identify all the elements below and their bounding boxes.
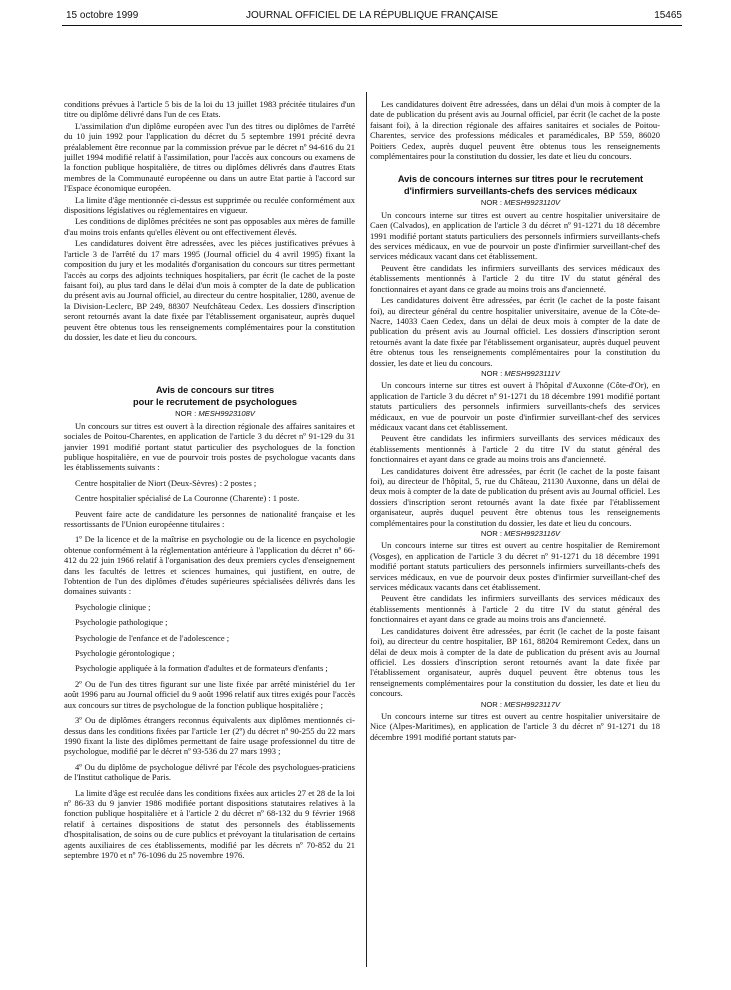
paragraph: La limite d'âge est reculée dans les conditions fixées aux articles 27 et 28 de la loi nº 86-33 du 9 janvier 1986 modifiée portant dispositions statutaires relatives à la fonction publique hospitalière et à l'article 2 du décret nº 68-132 du 9 février 1968 relatif à certaines dispositions de statut des personnels des établissements d'hospitalisation, de soins ou de cure publics et prévoyant la titularisation de certains agents auxiliaires de ces établissements, modifié par les décrets nº 70-852 du 21 septembre 1970 et nº 76-1096 du 25 novembre 1976. [64,787,355,860]
paragraph: Peuvent faire acte de candidature les personnes de nationalité française et les ressortissants de l'Union européenne titulaires : [64,508,355,529]
nor-label: NOR : [175,409,197,419]
list-item: Psychologie appliquée à la formation d'adultes et de formateurs d'enfants ; [75,663,328,674]
nor-label: NOR : [481,368,503,378]
paragraph: 1º De la licence et de la maîtrise en psychologie ou de la licence en psychologie obtenue conformément à la réglementation antérieure à l'application du décret nº 66-412 du 22 juin 1966 relatif à l'organisation des deux premiers cycles d'enseignement dans les facultés de lettres et sciences humaines, qui justifient, en outre, de l'obtention de l'un des diplômes d'études supérieures spécialisées délivrés dans les domaines suivants : [64,534,355,597]
paragraph: Les candidatures doivent être adressées, avec les pièces justificatives prévues à l'article 3 de l'arrêté du 17 mars 1995 (Journal officiel du 4 avril 1995) fixant la composition du jury et les modalités d'organisation du concours sur titres permettant l'accès au corps des adjoints techniques hospitaliers, par écrit (le cachet de la poste faisant foi), au plus tard dans le délai d'un mois à compter de la date de publication du présent avis au Journal officiel, au directeur du centre hospitalier, 1280, avenue de la Division-Leclerc, BP 249, 88307 Neufchâteau Cedex. Les dossiers d'inscription seront retournés avant la date fixée par l'établissement organisateur, auprès duquel peuvent être obtenus tous les renseignements complémentaires pour la constitution du dossier, les date et lieu du concours. [64,238,355,342]
notice-subtitle: pour le recrutement de psychologues [133,397,297,408]
nor-code: MESH9923110V [504,198,561,208]
paragraph: Peuvent être candidats les infirmiers surveillants des services médicaux des établissements mentionnés à l'article 2 du titre IV du statut général des fonctionnaires et ayant dans ce grade au moins trois ans d'ancienneté. [370,593,660,625]
list-item: Psychologie clinique ; [75,601,151,612]
nor-label: NOR : [480,699,502,709]
header-page-number: 15465 [654,10,682,21]
left-column [64,99,355,861]
paragraph: Les conditions de diplômes précitées ne sont pas opposables aux mères de famille d'au moins trois enfants qu'elles élèvent ou ont effectivement élevés. [64,216,355,237]
paragraph: 4º Ou du diplôme de psychologue délivré par l'école des psychologues-praticiens de l'Institut catholique de Paris. [64,761,355,783]
paragraph: Un concours sur titres est ouvert à la direction régionale des affaires sanitaires et sociales de Poitou-Charentes, en application de l'article 3 du décret nº 91-129 du 31 janvier 1991 modifié portant statut particulier des psychologues de la fonction publique hospitalière, en vue de pourvoir trois postes de psychologue vacants dans les établissements suivants : [64,420,355,473]
nor-label: NOR : [480,529,502,539]
notice-title: Avis de concours sur titres [155,385,275,396]
nor-code: MESH9923116V [504,529,561,539]
nor-reference [64,409,355,419]
right-column [370,99,660,743]
header-date: 15 octobre 1999 [66,10,139,21]
list-item: Psychologie gérontologique ; [75,648,175,659]
header-journal-title: JOURNAL OFFICIEL DE LA RÉPUBLIQUE FRANÇAISE [245,10,499,21]
nor-code: MESH9923108V [198,409,255,419]
paragraph: Les candidatures doivent être adressées, par écrit (le cachet de la poste faisant foi), au directeur de l'hôpital, 5, rue du Château, 21130 Auxonne, dans un délai de deux mois à compter de la date de publication du présent avis au Journal officiel. Les dossiers d'inscription seront retournés avant la date fixée par l'établissement organisateur, auprès duquel peuvent être obtenus tous les renseignements complémentaires pour la constitution du dossier, les date et lieu du concours. [370,465,660,528]
paragraph: La limite d'âge mentionnée ci-dessus est supprimée ou reculée conformément aux dispositions législatives ou réglementaires en vigueur. [64,194,355,216]
paragraph: 2º Ou de l'un des titres figurant sur une liste fixée par arrêté ministériel du 1er août 1996 paru au Journal officiel du 9 août 1996 relatif aux titres exigés pour l'accès aux concours sur titres de psychologue de la fonction publique hospitalière ; [64,678,355,710]
paragraph: Un concours interne sur titres est ouvert au centre hospitalier universitaire de Nice (Alpes-Maritimes), en application de l'article 3 du décret nº 91-1271 du 18 décembre 1991 modifié portant statuts par- [370,710,660,742]
paragraph: Un concours interne sur titres est ouvert au centre hospitalier de Remiremont (Vosges), en application de l'article 3 du décret nº 91-1271 du 18 décembre 1991 modifié portant statuts particuliers des personnels infirmiers surveillants-chefs des services médicaux, en vue de pourvoir deux postes d'infirmier surveillant-chef des services médicaux vacants dans cet établissement. [370,540,660,593]
nor-code: MESH9923111V [504,368,560,378]
paragraph: Les candidatures doivent être adressées, dans un délai d'un mois à compter de la date de publication du présent avis au Journal officiel, par écrit (le cachet de la poste faisant foi), à la direction régionale des affaires sanitaires et sociales de Poitou-Charentes, service des professions médicales et paramédicales, BP 559, 86020 Poitiers Cedex, auprès duquel peuvent être obtenus tous les renseignements complémentaires pour la constitution du dossier, les date et lieu du concours. [370,99,660,162]
list-item: Centre hospitalier de Niort (Deux-Sèvres) : 2 postes ; [75,477,257,488]
paragraph: Les candidatures doivent être adressées, par écrit (le cachet de la poste faisant foi), au directeur général du centre hospitalier universitaire, avenue de la Côte-de-Nacre, 14033 Caen Cedex, dans un délai de deux mois à compter de la date de publication du présent avis au Journal officiel. Les dossiers d'inscription seront retournés avant la date fixée par l'établissement organisateur, auprès duquel peuvent être obtenus tous les renseignements complémentaires pour la constitution du dossier, les date et lieu du concours. [370,295,660,368]
nor-label: NOR : [480,198,502,208]
paragraph: Les candidatures doivent être adressées, par écrit (le cachet de la poste faisant foi), au directeur du centre hospitalier, BP 161, 88204 Remiremont Cedex, dans un délai de deux mois à compter de la date de publication du présent avis au Journal officiel. Les dossiers d'inscription seront retournés avant la date fixée par l'établissement organisateur, auprès duquel peuvent être obtenus tous les renseignements complémentaires pour la constitution du dossier, les date et lieu du concours. [370,625,660,699]
column-divider [366,92,367,967]
nor-reference [370,369,660,379]
nor-reference [370,529,660,539]
list-item: Psychologie pathologique ; [75,617,168,628]
notice-subtitle: d'infirmiers surveillants-chefs des services médicaux [403,186,637,197]
paragraph: conditions prévues à l'article 5 bis de la loi du 13 juillet 1983 précitée titulaires d'un titre ou diplôme délivré dans l'un de ces Etats. [64,99,355,120]
page-header [62,0,682,25]
paragraph: Un concours interne sur titres est ouvert à l'hôpital d'Auxonne (Côte-d'Or), en application de l'article 3 du décret nº 91-1271 du 18 décembre 1991 modifié portant statuts particuliers des personnels infirmiers surveillants-chefs des services médicaux, en vue de pourvoir un poste d'infirmier surveillant-chef des services médicaux vacant dans cet établissement. [370,380,660,432]
paragraph: 3º Ou de diplômes étrangers reconnus équivalents aux diplômes mentionnés ci-dessus dans les conditions fixées par l'article 1er (2º) du décret nº 90-255 du 22 mars 1990 fixant la liste des diplômes permettant de faire usage professionnel du titre de psychologue, modifié par le décret nº 93-536 du 27 mars 1993 ; [64,715,355,757]
paragraph: Un concours interne sur titres est ouvert au centre hospitalier universitaire de Caen (Calvados), en application de l'article 3 du décret nº 91-1271 du 18 décembre 1991 modifié portant statuts particuliers des personnels infirmiers surveillants-chefs des services médicaux, en vue de pourvoir un poste d'infirmier surveillant-chef des services médicaux vacant dans cet établissement. [370,209,660,262]
nor-code: MESH9923117V [504,699,561,709]
nor-reference [370,198,660,208]
notice-title: Avis de concours internes sur titres pour le recrutement [397,174,644,185]
list-item: Centre hospitalier spécialisé de La Couronne (Charente) : 1 poste. [75,493,300,504]
paragraph: L'assimilation d'un diplôme européen avec l'un des titres ou diplômes de l'arrêté du 10 juin 1992 pour l'application du décret du 5 septembre 1991 précité devra préalablement être reconnue par la commission prévue par le décret nº 94-616 du 21 juillet 1994 modifié relatif à l'assimilation, pour l'accès aux concours ou examens de la fonction publique hospitalière, de titres ou diplômes délivrés dans d'autres Etats membres de la Communauté européenne ou dans un autre Etat partie à l'accord sur l'Espace économique européen. [64,120,355,194]
header-rule [62,25,682,26]
paragraph: Peuvent être candidats les infirmiers surveillants des services médicaux des établissements mentionnés à l'article 2 du titre IV du statut général des fonctionnaires et ayant dans ce grade au moins trois ans d'ancienneté. [370,433,660,465]
paragraph: Peuvent être candidats les infirmiers surveillants des services médicaux des établissements mentionnés à l'article 2 du titre IV du statut général des fonctionnaires et ayant dans ce grade au moins trois ans d'ancienneté. [370,262,660,294]
list-item: Psychologie de l'enfance et de l'adolescence ; [75,632,230,643]
nor-reference [370,700,660,710]
